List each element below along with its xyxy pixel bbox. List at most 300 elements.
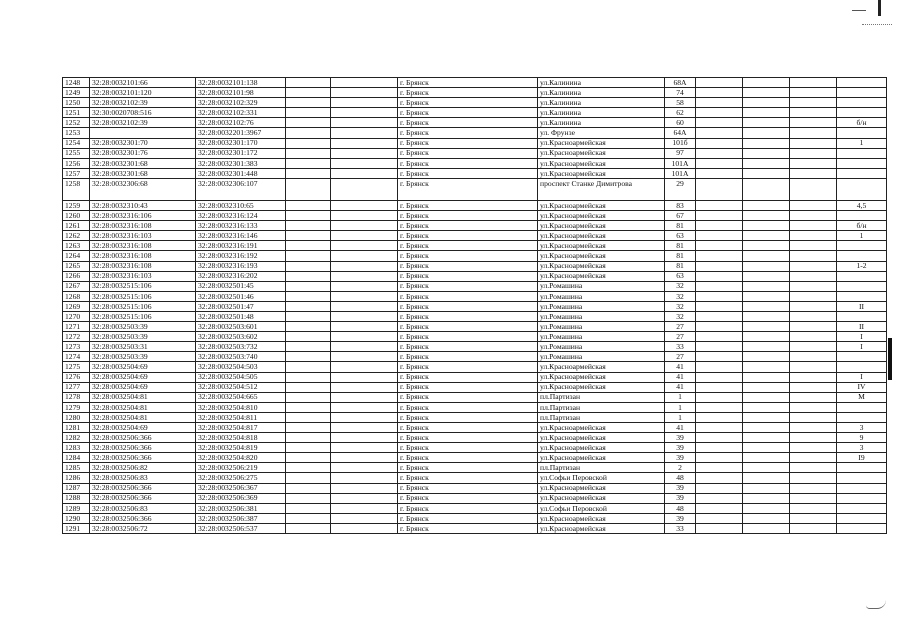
cadastral-number: 32:28:0032316:146 [196, 231, 286, 241]
city-cell: г. Брянск [398, 178, 538, 200]
house-number-cell: 101б [665, 138, 696, 148]
street-cell: ул.Красноармейская [538, 483, 665, 493]
table-row [63, 251, 887, 261]
apartment-cell [837, 352, 887, 362]
blank-cell [743, 211, 790, 221]
city-cell: г. Брянск [398, 118, 538, 128]
house-number-cell: 41 [665, 362, 696, 372]
blank-cell [696, 118, 743, 128]
blank-cell [331, 200, 398, 210]
blank-cell [286, 108, 331, 118]
blank-cell [331, 148, 398, 158]
blank-cell [696, 168, 743, 178]
table-row [63, 78, 887, 88]
parent-cadastral-number: 32:28:0032515:106 [90, 281, 196, 291]
cadastral-number: 32:28:0032101:98 [196, 88, 286, 98]
apartment-cell: 1-2 [837, 261, 887, 271]
blank-cell [743, 372, 790, 382]
cadastral-number: 32:28:0032506:369 [196, 493, 286, 503]
parent-cadastral-number: 32:28:0032503:39 [90, 352, 196, 362]
blank-cell [286, 241, 331, 251]
blank-cell [743, 301, 790, 311]
house-number-cell: 41 [665, 423, 696, 433]
row-number: 1281 [63, 423, 90, 433]
blank-cell [331, 513, 398, 523]
blank-cell [696, 138, 743, 148]
apartment-cell [837, 158, 887, 168]
cadastral-number: 32:28:0032316:192 [196, 251, 286, 261]
house-number-cell: 81 [665, 241, 696, 251]
blank-cell [790, 423, 837, 433]
table-row [63, 88, 887, 98]
street-cell: пл.Партизан [538, 402, 665, 412]
cadastral-number: 32:28:0032504:503 [196, 362, 286, 372]
blank-cell [286, 493, 331, 503]
scan-artifact [852, 10, 866, 11]
street-cell: ул.Ромашина [538, 322, 665, 332]
table-row [63, 281, 887, 291]
street-cell: ул.Ромашина [538, 332, 665, 342]
parent-cadastral-number: 32:28:0032506:83 [90, 473, 196, 483]
parent-cadastral-number: 32:28:0032101:120 [90, 88, 196, 98]
blank-cell [790, 301, 837, 311]
table-row [63, 362, 887, 372]
blank-cell [286, 412, 331, 422]
street-cell: ул.Софьи Перовской [538, 473, 665, 483]
cadastral-number: 32:28:0032506:367 [196, 483, 286, 493]
blank-cell [331, 231, 398, 241]
blank-cell [743, 88, 790, 98]
street-cell: ул.Красноармейская [538, 271, 665, 281]
cadastral-number: 32:28:0032503:602 [196, 332, 286, 342]
city-cell: г. Брянск [398, 473, 538, 483]
blank-cell [286, 322, 331, 332]
row-number: 1267 [63, 281, 90, 291]
blank-cell [790, 231, 837, 241]
blank-cell [696, 281, 743, 291]
cadastral-number: 32:28:0032316:191 [196, 241, 286, 251]
blank-cell [286, 148, 331, 158]
blank-cell [696, 301, 743, 311]
city-cell: г. Брянск [398, 362, 538, 372]
city-cell: г. Брянск [398, 493, 538, 503]
blank-cell [331, 271, 398, 281]
house-number-cell: 33 [665, 342, 696, 352]
house-number-cell: 67 [665, 211, 696, 221]
house-number-cell: 41 [665, 382, 696, 392]
cadastral-number: 32:28:0032506:275 [196, 473, 286, 483]
street-cell: ул.Ромашина [538, 311, 665, 321]
city-cell: г. Брянск [398, 463, 538, 473]
row-number: 1250 [63, 98, 90, 108]
table-row [63, 128, 887, 138]
house-number-cell: 1 [665, 412, 696, 422]
blank-cell [743, 523, 790, 533]
blank-cell [696, 221, 743, 231]
row-number: 1288 [63, 493, 90, 503]
blank-cell [286, 221, 331, 231]
blank-cell [331, 392, 398, 402]
blank-cell [286, 382, 331, 392]
apartment-cell [837, 311, 887, 321]
row-number: 1275 [63, 362, 90, 372]
blank-cell [331, 412, 398, 422]
cadastral-number: 32:28:0032504:811 [196, 412, 286, 422]
blank-cell [286, 200, 331, 210]
house-number-cell: 62 [665, 108, 696, 118]
blank-cell [331, 261, 398, 271]
blank-cell [790, 251, 837, 261]
table-row [63, 503, 887, 513]
blank-cell [286, 463, 331, 473]
cadastral-number: 32:28:0032503:740 [196, 352, 286, 362]
city-cell: г. Брянск [398, 148, 538, 158]
blank-cell [286, 98, 331, 108]
house-number-cell: 81 [665, 261, 696, 271]
table-row [63, 322, 887, 332]
street-cell: ул.Красноармейская [538, 251, 665, 261]
cadastral-number: 32:28:0032501:47 [196, 301, 286, 311]
blank-cell [790, 503, 837, 513]
blank-cell [790, 241, 837, 251]
house-number-cell: 101А [665, 168, 696, 178]
house-number-cell: 101А [665, 158, 696, 168]
apartment-cell: I [837, 372, 887, 382]
street-cell: ул.Красноармейская [538, 221, 665, 231]
table-row [63, 301, 887, 311]
street-cell: ул.Калинина [538, 88, 665, 98]
row-number: 1248 [63, 78, 90, 88]
row-number: 1270 [63, 311, 90, 321]
blank-cell [286, 118, 331, 128]
blank-cell [696, 463, 743, 473]
row-number: 1262 [63, 231, 90, 241]
row-number: 1255 [63, 148, 90, 158]
blank-cell [790, 78, 837, 88]
row-number: 1264 [63, 251, 90, 261]
parent-cadastral-number: 32:28:0032316:106 [90, 211, 196, 221]
blank-cell [696, 523, 743, 533]
blank-cell [743, 322, 790, 332]
city-cell: г. Брянск [398, 251, 538, 261]
blank-cell [790, 261, 837, 271]
table-row [63, 443, 887, 453]
apartment-cell: 3 [837, 423, 887, 433]
blank-cell [790, 352, 837, 362]
blank-cell [331, 221, 398, 231]
row-number: 1291 [63, 523, 90, 533]
blank-cell [743, 98, 790, 108]
blank-cell [790, 128, 837, 138]
blank-cell [331, 483, 398, 493]
parent-cadastral-number: 32:28:0032504:69 [90, 423, 196, 433]
blank-cell [790, 168, 837, 178]
city-cell: г. Брянск [398, 200, 538, 210]
blank-cell [286, 231, 331, 241]
blank-cell [696, 251, 743, 261]
table-row [63, 473, 887, 483]
street-cell: ул.Ромашина [538, 281, 665, 291]
blank-cell [696, 372, 743, 382]
table-row [63, 352, 887, 362]
blank-cell [696, 158, 743, 168]
table-row [63, 168, 887, 178]
apartment-cell: 9 [837, 433, 887, 443]
house-number-cell: 48 [665, 473, 696, 483]
blank-cell [331, 138, 398, 148]
city-cell: г. Брянск [398, 523, 538, 533]
blank-cell [286, 443, 331, 453]
blank-cell [743, 221, 790, 231]
apartment-cell [837, 362, 887, 372]
blank-cell [696, 148, 743, 158]
blank-cell [696, 211, 743, 221]
city-cell: г. Брянск [398, 332, 538, 342]
blank-cell [331, 423, 398, 433]
blank-cell [696, 453, 743, 463]
table-row [63, 382, 887, 392]
parent-cadastral-number: 32:28:0032316:103 [90, 231, 196, 241]
blank-cell [743, 493, 790, 503]
cadastral-number: 32:28:0032506:219 [196, 463, 286, 473]
apartment-cell [837, 241, 887, 251]
blank-cell [790, 443, 837, 453]
blank-cell [286, 138, 331, 148]
city-cell: г. Брянск [398, 392, 538, 402]
parent-cadastral-number: 32:28:0032301:68 [90, 158, 196, 168]
scan-artifact [888, 338, 892, 380]
parent-cadastral-number: 32:28:0032503:31 [90, 342, 196, 352]
street-cell: ул.Красноармейская [538, 382, 665, 392]
table-row [63, 412, 887, 422]
blank-cell [743, 261, 790, 271]
house-number-cell: 83 [665, 200, 696, 210]
blank-cell [331, 78, 398, 88]
city-cell: г. Брянск [398, 241, 538, 251]
house-number-cell: 32 [665, 301, 696, 311]
apartment-cell [837, 483, 887, 493]
blank-cell [743, 108, 790, 118]
blank-cell [331, 322, 398, 332]
blank-cell [286, 158, 331, 168]
blank-cell [286, 513, 331, 523]
cadastral-number: 32:28:0032504:665 [196, 392, 286, 402]
blank-cell [696, 200, 743, 210]
parent-cadastral-number: 32:28:0032503:39 [90, 332, 196, 342]
street-cell: пл.Партизан [538, 392, 665, 402]
apartment-cell [837, 412, 887, 422]
table-row [63, 392, 887, 402]
table-row [63, 221, 887, 231]
row-number: 1277 [63, 382, 90, 392]
blank-cell [696, 402, 743, 412]
blank-cell [696, 493, 743, 503]
blank-cell [743, 473, 790, 483]
parent-cadastral-number: 32:28:0032515:106 [90, 301, 196, 311]
blank-cell [696, 412, 743, 422]
house-number-cell: 2 [665, 463, 696, 473]
cadastral-number: 32:28:0032503:732 [196, 342, 286, 352]
row-number: 1252 [63, 118, 90, 128]
city-cell: г. Брянск [398, 342, 538, 352]
apartment-cell [837, 168, 887, 178]
blank-cell [331, 342, 398, 352]
street-cell: пл.Партизан [538, 412, 665, 422]
blank-cell [743, 352, 790, 362]
blank-cell [331, 301, 398, 311]
parent-cadastral-number: 32:28:0032316:108 [90, 221, 196, 231]
table-row [63, 523, 887, 533]
blank-cell [790, 463, 837, 473]
blank-cell [790, 118, 837, 128]
parent-cadastral-number: 32:28:0032316:103 [90, 271, 196, 281]
street-cell: ул.Красноармейская [538, 362, 665, 372]
city-cell: г. Брянск [398, 78, 538, 88]
row-number: 1254 [63, 138, 90, 148]
cadastral-number: 32:28:0032501:48 [196, 311, 286, 321]
blank-cell [286, 433, 331, 443]
street-cell: ул.Красноармейская [538, 433, 665, 443]
street-cell: проспект Станке Димитрова [538, 178, 665, 200]
house-number-cell: 32 [665, 311, 696, 321]
parent-cadastral-number: 32:28:0032506:366 [90, 433, 196, 443]
apartment-cell [837, 493, 887, 503]
cadastral-number: 32:28:0032504:818 [196, 433, 286, 443]
blank-cell [790, 433, 837, 443]
blank-cell [743, 443, 790, 453]
row-number: 1257 [63, 168, 90, 178]
row-number: 1289 [63, 503, 90, 513]
cadastral-number: 32:28:0032504:512 [196, 382, 286, 392]
parent-cadastral-number: 32:28:0032316:108 [90, 251, 196, 261]
blank-cell [790, 362, 837, 372]
table-row [63, 271, 887, 281]
street-cell: ул.Калинина [538, 98, 665, 108]
table-row [63, 148, 887, 158]
blank-cell [696, 241, 743, 251]
blank-cell [286, 301, 331, 311]
house-number-cell: 64А [665, 128, 696, 138]
blank-cell [286, 78, 331, 88]
house-number-cell: 39 [665, 453, 696, 463]
parent-cadastral-number: 32:28:0032506:366 [90, 443, 196, 453]
blank-cell [743, 158, 790, 168]
city-cell: г. Брянск [398, 402, 538, 412]
city-cell: г. Брянск [398, 423, 538, 433]
cadastral-number: 32:28:0032506:387 [196, 513, 286, 523]
row-number: 1268 [63, 291, 90, 301]
table-row [63, 372, 887, 382]
city-cell: г. Брянск [398, 261, 538, 271]
parent-cadastral-number: 32:28:0032506:366 [90, 483, 196, 493]
house-number-cell: 97 [665, 148, 696, 158]
blank-cell [743, 423, 790, 433]
cadastral-number: 32:28:0032506:537 [196, 523, 286, 533]
cadastral-number: 32:28:0032316:202 [196, 271, 286, 281]
blank-cell [743, 483, 790, 493]
blank-cell [743, 241, 790, 251]
street-cell: ул.Красноармейская [538, 493, 665, 503]
city-cell: г. Брянск [398, 412, 538, 422]
apartment-cell [837, 271, 887, 281]
street-cell: ул.Красноармейская [538, 513, 665, 523]
blank-cell [790, 473, 837, 483]
house-number-cell: 68А [665, 78, 696, 88]
blank-cell [790, 148, 837, 158]
blank-cell [286, 168, 331, 178]
row-number: 1260 [63, 211, 90, 221]
blank-cell [331, 158, 398, 168]
table-row [63, 291, 887, 301]
blank-cell [790, 200, 837, 210]
blank-cell [286, 402, 331, 412]
parent-cadastral-number: 32:28:0032310:43 [90, 200, 196, 210]
table-row [63, 98, 887, 108]
blank-cell [331, 178, 398, 200]
city-cell: г. Брянск [398, 168, 538, 178]
blank-cell [286, 352, 331, 362]
blank-cell [331, 211, 398, 221]
blank-cell [286, 88, 331, 98]
parent-cadastral-number: 32:28:0032301:68 [90, 168, 196, 178]
blank-cell [743, 332, 790, 342]
row-number: 1256 [63, 158, 90, 168]
street-cell: ул.Красноармейская [538, 241, 665, 251]
apartment-cell: 3 [837, 443, 887, 453]
apartment-cell: 4,5 [837, 200, 887, 210]
street-cell: ул.Калинина [538, 108, 665, 118]
house-number-cell: 39 [665, 483, 696, 493]
table-row [63, 211, 887, 221]
apartment-cell [837, 251, 887, 261]
row-number: 1261 [63, 221, 90, 231]
parent-cadastral-number: 32:28:0032515:106 [90, 311, 196, 321]
parent-cadastral-number: 32:28:0032316:108 [90, 241, 196, 251]
apartment-cell [837, 503, 887, 513]
city-cell: г. Брянск [398, 322, 538, 332]
apartment-cell [837, 88, 887, 98]
blank-cell [696, 322, 743, 332]
street-cell: ул.Ромашина [538, 291, 665, 301]
city-cell: г. Брянск [398, 281, 538, 291]
parent-cadastral-number: 32:30:0020708:516 [90, 108, 196, 118]
blank-cell [696, 392, 743, 402]
apartment-cell: б/н [837, 221, 887, 231]
parent-cadastral-number: 32:28:0032102:39 [90, 98, 196, 108]
city-cell: г. Брянск [398, 231, 538, 241]
blank-cell [286, 453, 331, 463]
blank-cell [286, 211, 331, 221]
street-cell: ул.Ромашина [538, 352, 665, 362]
row-number: 1273 [63, 342, 90, 352]
blank-cell [743, 178, 790, 200]
house-number-cell: 39 [665, 513, 696, 523]
blank-cell [331, 168, 398, 178]
row-number: 1266 [63, 271, 90, 281]
blank-cell [790, 513, 837, 523]
cadastral-number: 32:28:0032310:65 [196, 200, 286, 210]
apartment-cell [837, 148, 887, 158]
blank-cell [743, 433, 790, 443]
city-cell: г. Брянск [398, 382, 538, 392]
blank-cell [286, 483, 331, 493]
blank-cell [696, 78, 743, 88]
blank-cell [331, 493, 398, 503]
apartment-cell [837, 178, 887, 200]
cadastral-number: 32:28:0032501:46 [196, 291, 286, 301]
apartment-cell [837, 291, 887, 301]
blank-cell [790, 322, 837, 332]
